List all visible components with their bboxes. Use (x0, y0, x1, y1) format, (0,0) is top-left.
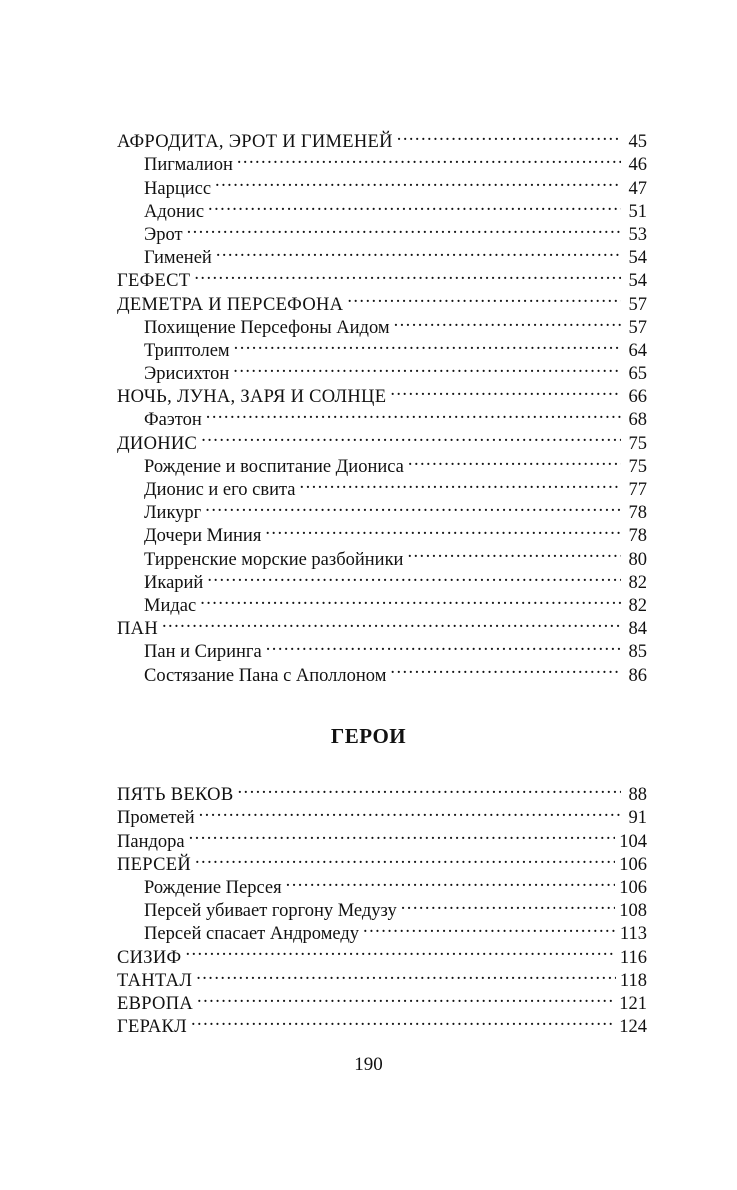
toc-entry (117, 823, 647, 852)
toc-entry-page: 68 (628, 410, 647, 431)
dot-leader (162, 611, 621, 634)
toc-entry-title: Эрот (144, 224, 183, 245)
toc-entry-title: Дионис и его свита (144, 480, 296, 500)
dot-leader (201, 425, 621, 448)
toc-entry-page: 65 (628, 364, 647, 385)
toc-entry-page: 53 (628, 224, 647, 245)
dot-leader (208, 194, 621, 217)
toc-entry-title: Эрисихтон (144, 364, 230, 385)
toc-entry-page: 75 (628, 433, 647, 454)
toc-entry-title: Мидас (144, 595, 197, 616)
toc-entry-title: СИЗИФ (117, 947, 182, 968)
dot-leader (347, 286, 621, 309)
dot-leader (191, 1009, 615, 1032)
dot-leader (207, 565, 621, 588)
toc-entry-page: 104 (619, 831, 647, 852)
toc-entry-title: ПЯТЬ ВЕКОВ (117, 785, 234, 806)
dot-leader (234, 333, 621, 356)
toc-subentry (117, 634, 647, 663)
toc-entry (117, 611, 647, 640)
toc-entry-page: 82 (628, 595, 647, 616)
dot-leader (216, 240, 621, 263)
toc-entry-title: Пандора (117, 831, 185, 852)
toc-entry-page: 57 (628, 317, 647, 338)
dot-leader (199, 800, 621, 823)
toc-entry-page: 57 (628, 294, 647, 315)
toc-entry-page: 118 (619, 970, 647, 991)
toc-entry-title: НОЧЬ, ЛУНА, ЗАРЯ И СОЛНЦЕ (117, 387, 387, 408)
toc-entry-page: 106 (619, 854, 647, 875)
dot-leader (390, 657, 621, 680)
dot-leader (197, 986, 615, 1009)
toc-list-heroes (117, 777, 647, 1038)
toc-entry-page: 75 (628, 456, 647, 477)
toc-entry-page: 54 (628, 271, 647, 292)
toc-entry-title: Пигмалион (144, 155, 233, 176)
toc-entry-page: 46 (628, 155, 647, 176)
dot-leader (196, 963, 616, 986)
dot-leader (390, 379, 621, 402)
toc-entry-page: 78 (628, 503, 647, 524)
dot-leader (206, 402, 621, 425)
toc-subentry (117, 870, 647, 898)
dot-leader (194, 263, 621, 286)
toc-entry-page: 91 (628, 808, 647, 829)
page-number: 190 (354, 1054, 383, 1075)
toc-entry (117, 777, 647, 806)
toc-entry-page: 82 (628, 572, 647, 593)
dot-leader (394, 310, 621, 333)
toc-entry-title: Гименей (144, 248, 212, 269)
toc-entry-page: 77 (628, 480, 647, 500)
toc-entry-page: 106 (619, 877, 647, 898)
toc-entry-title: Похищение Персефоны Аидом (144, 317, 390, 338)
dot-leader (237, 777, 621, 800)
toc-entry-title: Адонис (144, 201, 205, 222)
toc-entry-page: 116 (619, 947, 647, 968)
toc-entry-title: ДЕМЕТРА И ПЕРСЕФОНА (117, 294, 344, 315)
toc-entry-title: Икарий (144, 572, 204, 593)
toc-entry-page: 47 (628, 178, 647, 199)
toc-entry-title: Ликург (144, 503, 202, 524)
toc-entry-title: ЕВРОПА (117, 993, 194, 1014)
toc-entry-page: 78 (628, 526, 647, 547)
toc-entry-title: Тирренские морские разбойники (144, 549, 404, 570)
dot-leader (205, 495, 621, 518)
toc-entry-page: 124 (619, 1017, 647, 1038)
toc-entry-title: ГЕРАКЛ (117, 1017, 187, 1038)
toc-entry-page: 66 (628, 387, 647, 408)
toc-entry-title: ТАНТАЛ (117, 970, 193, 991)
toc-entry-page: 64 (628, 340, 647, 361)
toc-entry (117, 1009, 647, 1038)
toc-entry-title: Нарцисс (144, 178, 212, 199)
toc-subentry (117, 240, 647, 269)
dot-leader (266, 634, 621, 657)
toc-entry-page: 84 (628, 619, 647, 640)
toc-entry-page: 88 (628, 785, 647, 806)
dot-leader (300, 472, 621, 495)
toc-entry (117, 124, 647, 153)
toc-entry-page: 121 (619, 993, 647, 1014)
toc-entry-title: Прометей (117, 808, 195, 829)
toc-entry-title: Персей спасает Андромеду (144, 924, 360, 945)
toc-entry-page: 113 (619, 924, 647, 945)
toc-entry-title: Дочери Миния (144, 526, 262, 547)
toc-entry-title: Состязание Пана с Аполлоном (144, 665, 387, 686)
dot-leader (200, 588, 621, 611)
toc-list-gods (117, 124, 647, 686)
dot-leader (407, 541, 621, 564)
dot-leader (237, 147, 621, 170)
toc-entry-title: ГЕФЕСТ (117, 271, 191, 292)
dot-leader (185, 939, 615, 962)
toc-entry-title: ДИОНИС (117, 433, 198, 454)
dot-leader (286, 870, 616, 893)
toc-entry-title: Пан и Сиринга (144, 642, 262, 663)
dot-leader (189, 823, 616, 846)
toc-entry (117, 286, 647, 315)
toc-entry-page: 54 (628, 248, 647, 269)
toc-entry (117, 263, 647, 292)
toc-entry-page: 85 (628, 642, 647, 663)
toc-entry-page: 86 (628, 665, 647, 686)
dot-leader (195, 847, 615, 870)
toc-entry-title: АФРОДИТА, ЭРОТ И ГИМЕНЕЙ (117, 132, 393, 153)
toc-entry-page: 51 (628, 201, 647, 222)
dot-leader (401, 893, 616, 916)
toc-entry-title: Рождение Персея (144, 877, 282, 898)
toc-entry-title: Фаэтон (144, 410, 202, 431)
section-title: ГЕРОИ (330, 724, 407, 748)
toc-entry-page: 80 (628, 549, 647, 570)
toc-entry (117, 963, 647, 991)
toc-entry-title: Персей убивает горгону Медузу (144, 901, 397, 922)
toc-entry-title: Рождение и воспитание Диониса (144, 456, 404, 477)
toc-entry (117, 986, 647, 1014)
dot-leader (408, 449, 621, 472)
dot-leader (397, 124, 621, 147)
toc-entry (117, 939, 647, 968)
dot-leader (363, 916, 616, 939)
toc-entry (117, 847, 647, 875)
dot-leader (187, 217, 621, 240)
dot-leader (233, 356, 621, 379)
toc-entry-title: ПАН (117, 619, 158, 640)
dot-leader (265, 518, 621, 541)
dot-leader (215, 170, 621, 193)
toc-subentry (117, 217, 647, 245)
toc-entry-page: 45 (628, 132, 647, 153)
toc-entry-title: ПЕРСЕЙ (117, 854, 191, 875)
toc-entry-page: 108 (619, 901, 647, 922)
toc-entry-title: Триптолем (144, 340, 230, 361)
